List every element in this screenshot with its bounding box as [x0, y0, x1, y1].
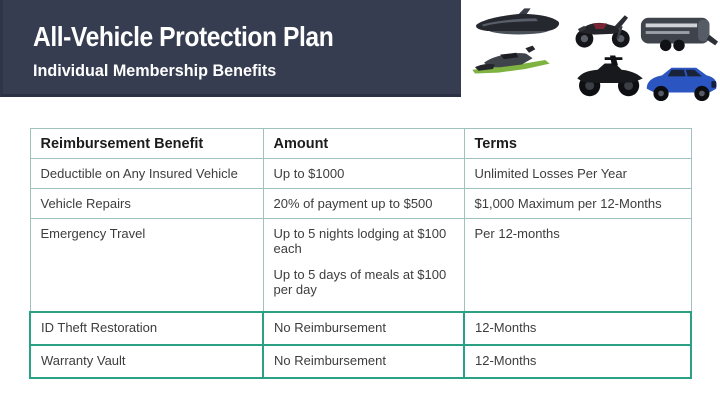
terms-cell: Per 12-months — [464, 219, 691, 312]
table-row — [30, 189, 691, 219]
amount-line: 20% of payment up to $500 — [273, 196, 433, 211]
benefit-cell: Emergency Travel — [30, 219, 263, 312]
terms-cell: $1,000 Maximum per 12-Months — [464, 189, 691, 219]
table-row — [30, 312, 691, 345]
amount-cell — [263, 219, 464, 312]
amount-line: No Reimbursement — [274, 319, 386, 335]
column-header-amount: Amount — [263, 129, 464, 159]
table-row — [30, 345, 691, 378]
benefit-cell: Deductible on Any Insured Vehicle — [30, 159, 263, 189]
suv-icon — [643, 62, 719, 104]
terms-cell: Unlimited Losses Per Year — [464, 159, 691, 189]
benefits-table-body — [30, 159, 691, 378]
header-banner — [0, 0, 461, 97]
amount-line: No Reimbursement — [274, 352, 386, 368]
snowmobile-icon — [464, 42, 558, 78]
page-subtitle: Individual Membership Benefits — [33, 61, 277, 80]
terms-cell: 12-Months — [464, 345, 691, 378]
amount-cell — [263, 345, 464, 378]
atv-icon — [570, 52, 650, 98]
benefit-cell: Warranty Vault — [30, 345, 263, 378]
amount-cell — [263, 189, 464, 219]
motorcycle-icon — [566, 8, 640, 50]
amount-cell — [263, 159, 464, 189]
speedboat-icon — [470, 3, 566, 41]
amount-line: Up to 5 nights lodging at $100 each — [273, 226, 447, 256]
page-title: All-Vehicle Protection Plan — [33, 21, 334, 52]
amount-cell — [263, 312, 464, 345]
table-row — [30, 159, 691, 189]
vehicle-images — [458, 0, 720, 108]
benefit-cell: Vehicle Repairs — [30, 189, 263, 219]
table-header-row — [30, 129, 691, 159]
benefit-cell: ID Theft Restoration — [30, 312, 263, 345]
amount-line: Up to $1000 — [273, 166, 345, 181]
amount-line: Up to 5 days of meals at $100 per day — [273, 267, 447, 297]
table-row — [30, 219, 691, 312]
benefits-table — [29, 128, 692, 379]
travel-trailer-icon — [639, 13, 719, 53]
terms-cell: 12-Months — [464, 312, 691, 345]
column-header-benefit: Reimbursement Benefit — [30, 129, 263, 159]
column-header-terms: Terms — [464, 129, 691, 159]
